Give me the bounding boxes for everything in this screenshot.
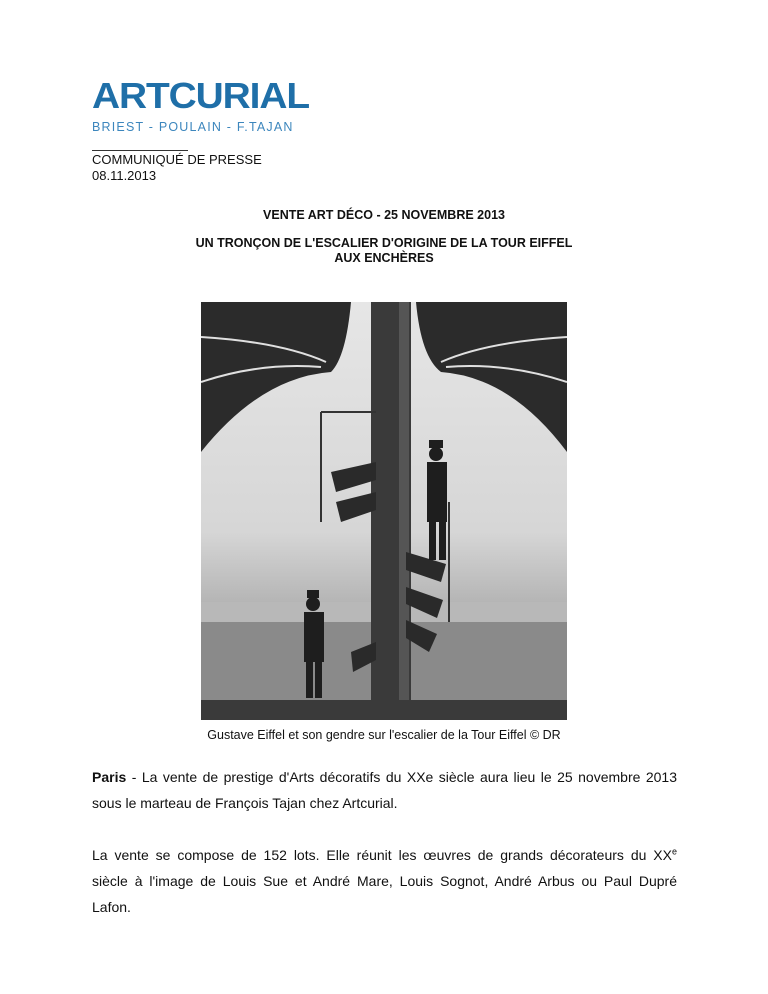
photo-illustration: [201, 302, 567, 720]
artcurial-logo: [92, 75, 312, 134]
lots-line-1: La vente se compose de 152 lots. Elle réunit les œuvres de grands décorateurs du XX: [92, 847, 672, 863]
eiffel-staircase-photo: [201, 302, 567, 720]
logo-wordmark: ARTCURIAL: [92, 75, 310, 116]
paragraph-lots: [92, 842, 677, 920]
intro-line-2: sous le marteau de François Tajan chez Artcurial.: [92, 795, 398, 811]
sale-heading: VENTE ART DÉCO - 25 NOVEMBRE 2013: [263, 208, 505, 222]
paragraph-intro: [92, 764, 677, 816]
lots-line-2: siècle à l'image de Louis Sue et André Mare, Louis Sognot, André Arbus ou Paul Dupré: [92, 873, 677, 889]
century-superscript: e: [671, 846, 677, 857]
title-line-2: AUX ENCHÈRES: [334, 251, 434, 265]
logo-tagline: BRIEST - POULAIN - F.TAJAN: [92, 120, 294, 134]
location-lead: Paris: [92, 769, 127, 785]
document-type: COMMUNIQUÉ DE PRESSE: [92, 152, 262, 167]
document-date: 08.11.2013: [92, 168, 157, 183]
title-line-1: UN TRONÇON DE L'ESCALIER D'ORIGINE DE LA TOUR EIFFEL: [195, 236, 573, 250]
header-divider: [92, 150, 188, 151]
photo-caption: Gustave Eiffel et son gendre sur l'escalier de la Tour Eiffel © DR: [207, 728, 561, 742]
press-header: [92, 152, 262, 184]
intro-line-1: - La vente de prestige d'Arts décoratifs du XXe siècle aura lieu le 25 novembre 2013: [126, 769, 677, 785]
lots-line-3: Lafon.: [92, 899, 131, 915]
